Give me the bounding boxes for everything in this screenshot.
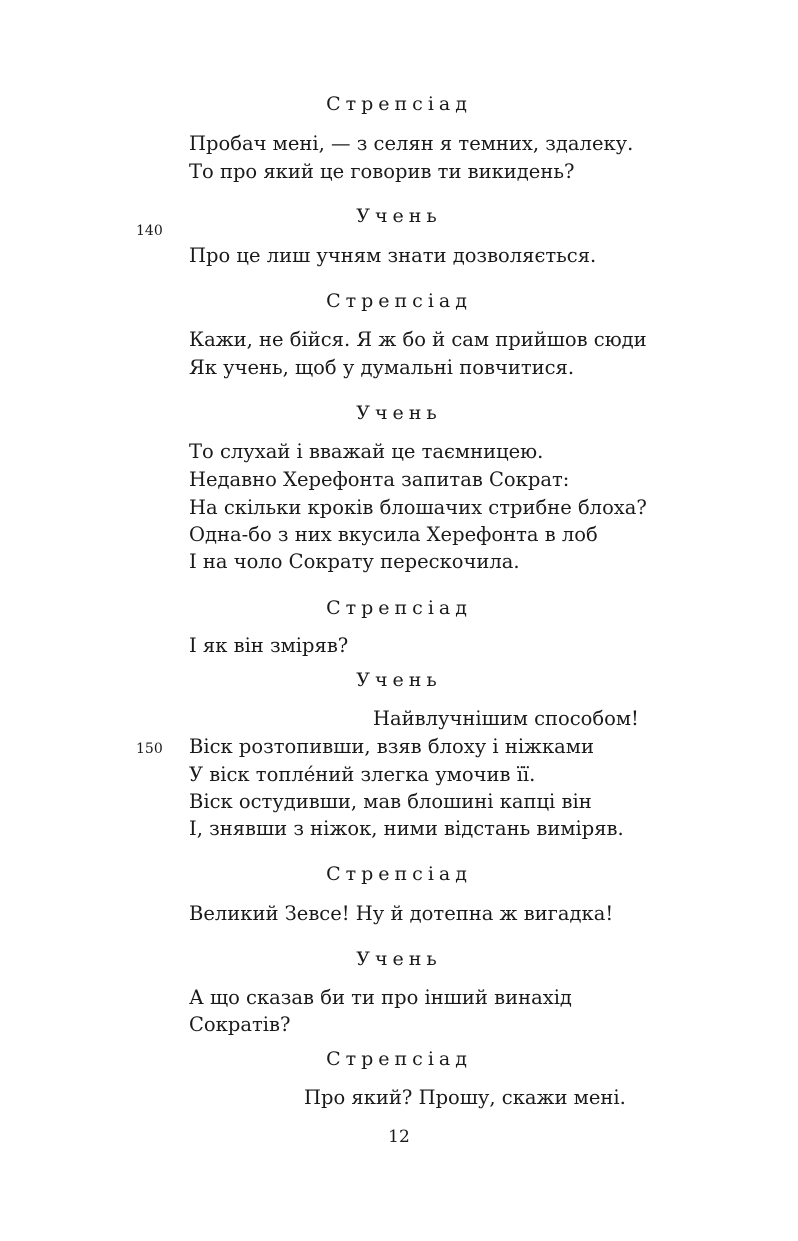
verse-line: Про який? Прошу, скажи мені. — [304, 1086, 626, 1109]
verse-line: Віск розтопивши, взяв блоху і ніжками — [189, 735, 594, 758]
verse-line: Про це лиш учням знати дозволяється. — [189, 244, 597, 267]
verse-line: Найвлучнішим способом! — [373, 707, 639, 730]
verse-line: Недавно Херефонта запитав Сократ: — [189, 468, 570, 491]
speaker-name: Учень — [356, 948, 442, 970]
speaker-name: Стрепсіад — [326, 597, 472, 619]
verse-line: І на чоло Сократу перескочила. — [189, 550, 520, 573]
verse-line: І як він зміряв? — [189, 634, 349, 657]
page-number: 12 — [388, 1127, 410, 1147]
speaker-name: Стрепсіад — [326, 93, 472, 115]
verse-line: То про який це говорив ти викидень? — [189, 160, 575, 183]
speaker-name: Учень — [356, 669, 442, 691]
verse-line: Одна-бо з них вкусила Херефонта в лоб — [189, 523, 598, 546]
verse-line: Великий Зевсе! Ну й дотепна ж вигадка! — [189, 902, 614, 925]
verse-line: То слухай і вважай це таємницею. — [189, 440, 544, 463]
verse-line: І, знявши з ніжок, ними відстань виміряв. — [189, 817, 624, 840]
verse-line: Сократів? — [189, 1013, 291, 1036]
verse-line: Пробач мені, — з селян я темних, здалеку. — [189, 132, 634, 155]
line-number: 140 — [136, 223, 163, 239]
speaker-name: Учень — [356, 205, 442, 227]
verse-line: Віск остудивши, мав блошині капці він — [189, 790, 592, 813]
speaker-name: Стрепсіад — [326, 290, 472, 312]
speaker-name: Стрепсіад — [326, 1048, 472, 1070]
verse-line: Кажи, не бійся. Я ж бо й сам прийшов сюди — [189, 328, 647, 351]
speaker-name: Стрепсіад — [326, 863, 472, 885]
verse-line: На скільки кроків блошачих стрибне блоха? — [189, 496, 647, 519]
verse-line: Як учень, щоб у думальні повчитися. — [189, 356, 575, 379]
speaker-name: Учень — [356, 402, 442, 424]
line-number: 150 — [136, 741, 163, 757]
verse-line: У віск топле́ний злегка умочив її. — [189, 763, 536, 786]
verse-line: А що сказав би ти про інший винахід — [189, 986, 572, 1009]
